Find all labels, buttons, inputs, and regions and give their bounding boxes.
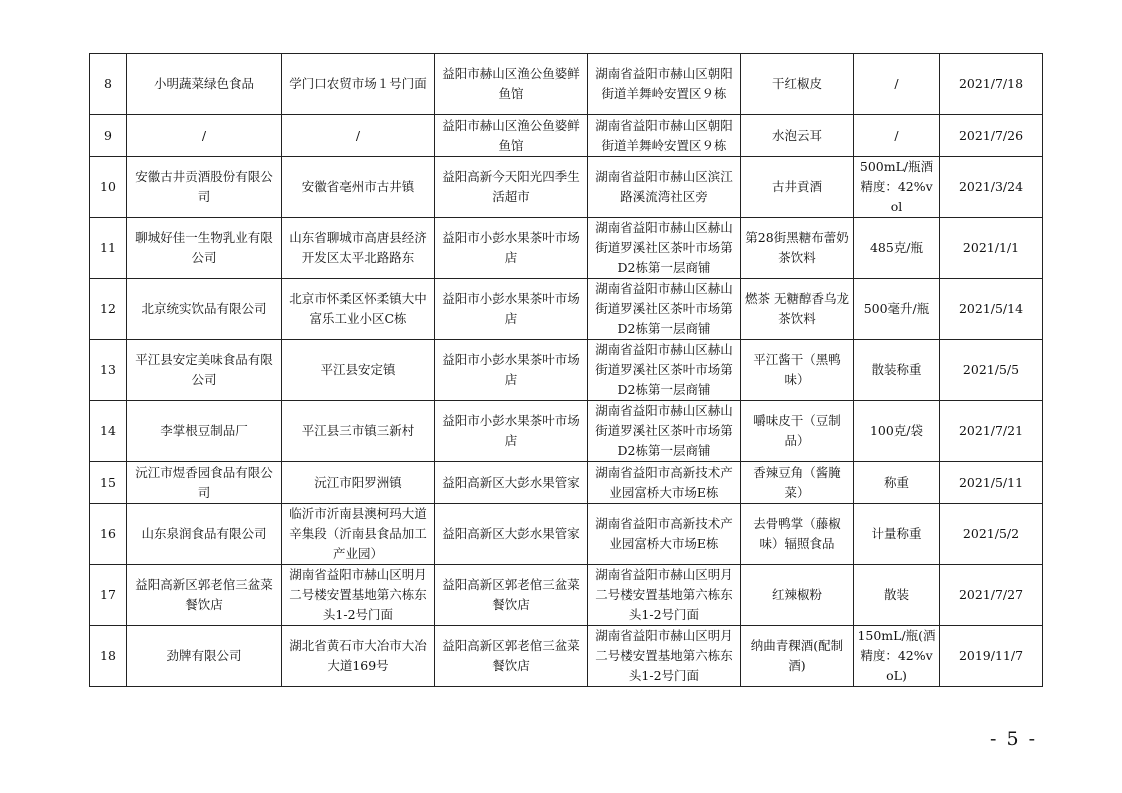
sample-table — [89, 53, 1043, 687]
table-row — [90, 54, 1043, 115]
production-date: 2021/3/24 — [940, 157, 1043, 218]
row-number: 14 — [90, 401, 127, 462]
row-number: 18 — [90, 626, 127, 687]
producer-address: 北京市怀柔区怀柔镇大中富乐工业小区C栋 — [282, 279, 435, 340]
seller-address: 湖南省益阳市赫山区赫山街道罗溪社区茶叶市场第D2栋第一层商铺 — [588, 279, 741, 340]
product-spec: 485克/瓶 — [854, 218, 940, 279]
producer-address: 临沂市沂南县澳柯玛大道辛集段（沂南县食品加工产业园） — [282, 504, 435, 565]
production-date: 2021/5/5 — [940, 340, 1043, 401]
producer-name: 山东泉润食品有限公司 — [127, 504, 282, 565]
seller-name: 益阳市赫山区渔公鱼婆鲜鱼馆 — [435, 115, 588, 157]
production-date: 2021/5/11 — [940, 462, 1043, 504]
seller-name: 益阳市小彭水果茶叶市场店 — [435, 340, 588, 401]
product-spec: 散装称重 — [854, 340, 940, 401]
seller-name: 益阳高新区郭老倌三盆菜餐饮店 — [435, 626, 588, 687]
seller-address: 湖南省益阳市高新技术产业园富桥大市场E栋 — [588, 504, 741, 565]
seller-address: 湖南省益阳市高新技术产业园富桥大市场E栋 — [588, 462, 741, 504]
product-name: 纳曲青稞酒(配制酒) — [741, 626, 854, 687]
product-spec: 称重 — [854, 462, 940, 504]
producer-name: 聊城好佳一生物乳业有限公司 — [127, 218, 282, 279]
producer-name: 李掌根豆制品厂 — [127, 401, 282, 462]
product-name: 干红椒皮 — [741, 54, 854, 115]
product-name: 水泡云耳 — [741, 115, 854, 157]
product-spec: 计量称重 — [854, 504, 940, 565]
row-number: 15 — [90, 462, 127, 504]
product-spec: 100克/袋 — [854, 401, 940, 462]
seller-name: 益阳高新区大彭水果管家 — [435, 462, 588, 504]
producer-address: 平江县安定镇 — [282, 340, 435, 401]
producer-name: 小明蔬菜绿色食品 — [127, 54, 282, 115]
table-row — [90, 115, 1043, 157]
production-date: 2021/5/2 — [940, 504, 1043, 565]
table-row — [90, 504, 1043, 565]
seller-name: 益阳市小彭水果茶叶市场店 — [435, 218, 588, 279]
producer-address: 湖北省黄石市大冶市大冶大道169号 — [282, 626, 435, 687]
product-name: 燃茶 无糖醇香乌龙茶饮料 — [741, 279, 854, 340]
production-date: 2021/5/14 — [940, 279, 1043, 340]
seller-address: 湖南省益阳市赫山区明月二号楼安置基地第六栋东头1-2号门面 — [588, 626, 741, 687]
product-name: 香辣豆角（酱腌菜） — [741, 462, 854, 504]
producer-name: 安徽古井贡酒股份有限公司 — [127, 157, 282, 218]
row-number: 16 — [90, 504, 127, 565]
product-spec: 150mL/瓶(酒精度：42%voL) — [854, 626, 940, 687]
producer-address: 学门口农贸市场１号门面 — [282, 54, 435, 115]
product-spec: 500毫升/瓶 — [854, 279, 940, 340]
product-spec: 散装 — [854, 565, 940, 626]
table-row — [90, 626, 1043, 687]
seller-address: 湖南省益阳市赫山区朝阳街道羊舞岭安置区９栋 — [588, 115, 741, 157]
producer-name: 平江县安定美味食品有限公司 — [127, 340, 282, 401]
producer-address: 安徽省亳州市古井镇 — [282, 157, 435, 218]
table-row — [90, 340, 1043, 401]
production-date: 2021/7/27 — [940, 565, 1043, 626]
product-name: 第28街黑糖布蕾奶茶饮料 — [741, 218, 854, 279]
seller-name: 益阳市赫山区渔公鱼婆鲜鱼馆 — [435, 54, 588, 115]
table-body — [90, 54, 1043, 687]
production-date: 2021/1/1 — [940, 218, 1043, 279]
producer-address: / — [282, 115, 435, 157]
seller-address: 湖南省益阳市赫山区赫山街道罗溪社区茶叶市场第D2栋第一层商铺 — [588, 218, 741, 279]
production-date: 2021/7/26 — [940, 115, 1043, 157]
product-spec: / — [854, 115, 940, 157]
row-number: 10 — [90, 157, 127, 218]
row-number: 17 — [90, 565, 127, 626]
producer-address: 山东省聊城市高唐县经济开发区太平北路路东 — [282, 218, 435, 279]
product-name: 平江酱干（黑鸭味） — [741, 340, 854, 401]
row-number: 11 — [90, 218, 127, 279]
seller-name: 益阳高新区大彭水果管家 — [435, 504, 588, 565]
product-name: 古井貢酒 — [741, 157, 854, 218]
row-number: 9 — [90, 115, 127, 157]
product-name: 去骨鸭掌（藤椒味）辐照食品 — [741, 504, 854, 565]
row-number: 13 — [90, 340, 127, 401]
production-date: 2021/7/18 — [940, 54, 1043, 115]
seller-name: 益阳市小彭水果茶叶市场店 — [435, 401, 588, 462]
seller-address: 湖南省益阳市赫山区朝阳街道羊舞岭安置区９栋 — [588, 54, 741, 115]
producer-name: 沅江市煜香园食品有限公司 — [127, 462, 282, 504]
page-number: - 5 - — [990, 728, 1038, 750]
seller-address: 湖南省益阳市赫山区滨江路溪流湾社区旁 — [588, 157, 741, 218]
seller-address: 湖南省益阳市赫山区赫山街道罗溪社区茶叶市场第D2栋第一层商铺 — [588, 340, 741, 401]
table-row — [90, 565, 1043, 626]
producer-address: 沅江市阳罗洲镇 — [282, 462, 435, 504]
production-date: 2019/11/7 — [940, 626, 1043, 687]
producer-address: 湖南省益阳市赫山区明月二号楼安置基地第六栋东头1-2号门面 — [282, 565, 435, 626]
producer-name: / — [127, 115, 282, 157]
seller-name: 益阳高新区郭老倌三盆菜餐饮店 — [435, 565, 588, 626]
producer-name: 劲牌有限公司 — [127, 626, 282, 687]
table-row — [90, 218, 1043, 279]
table-row — [90, 157, 1043, 218]
product-name: 嚼味皮干（豆制品） — [741, 401, 854, 462]
producer-name: 北京统实饮品有限公司 — [127, 279, 282, 340]
table-row — [90, 279, 1043, 340]
production-date: 2021/7/21 — [940, 401, 1043, 462]
producer-address: 平江县三市镇三新村 — [282, 401, 435, 462]
seller-address: 湖南省益阳市赫山区赫山街道罗溪社区茶叶市场第D2栋第一层商铺 — [588, 401, 741, 462]
product-name: 红辣椒粉 — [741, 565, 854, 626]
seller-name: 益阳高新今天阳光四季生活超市 — [435, 157, 588, 218]
product-spec: / — [854, 54, 940, 115]
row-number: 8 — [90, 54, 127, 115]
seller-name: 益阳市小彭水果茶叶市场店 — [435, 279, 588, 340]
product-spec: 500mL/瓶酒精度：42%vol — [854, 157, 940, 218]
table-row — [90, 401, 1043, 462]
seller-address: 湖南省益阳市赫山区明月二号楼安置基地第六栋东头1-2号门面 — [588, 565, 741, 626]
table-row — [90, 462, 1043, 504]
row-number: 12 — [90, 279, 127, 340]
producer-name: 益阳高新区郭老倌三盆菜餐饮店 — [127, 565, 282, 626]
